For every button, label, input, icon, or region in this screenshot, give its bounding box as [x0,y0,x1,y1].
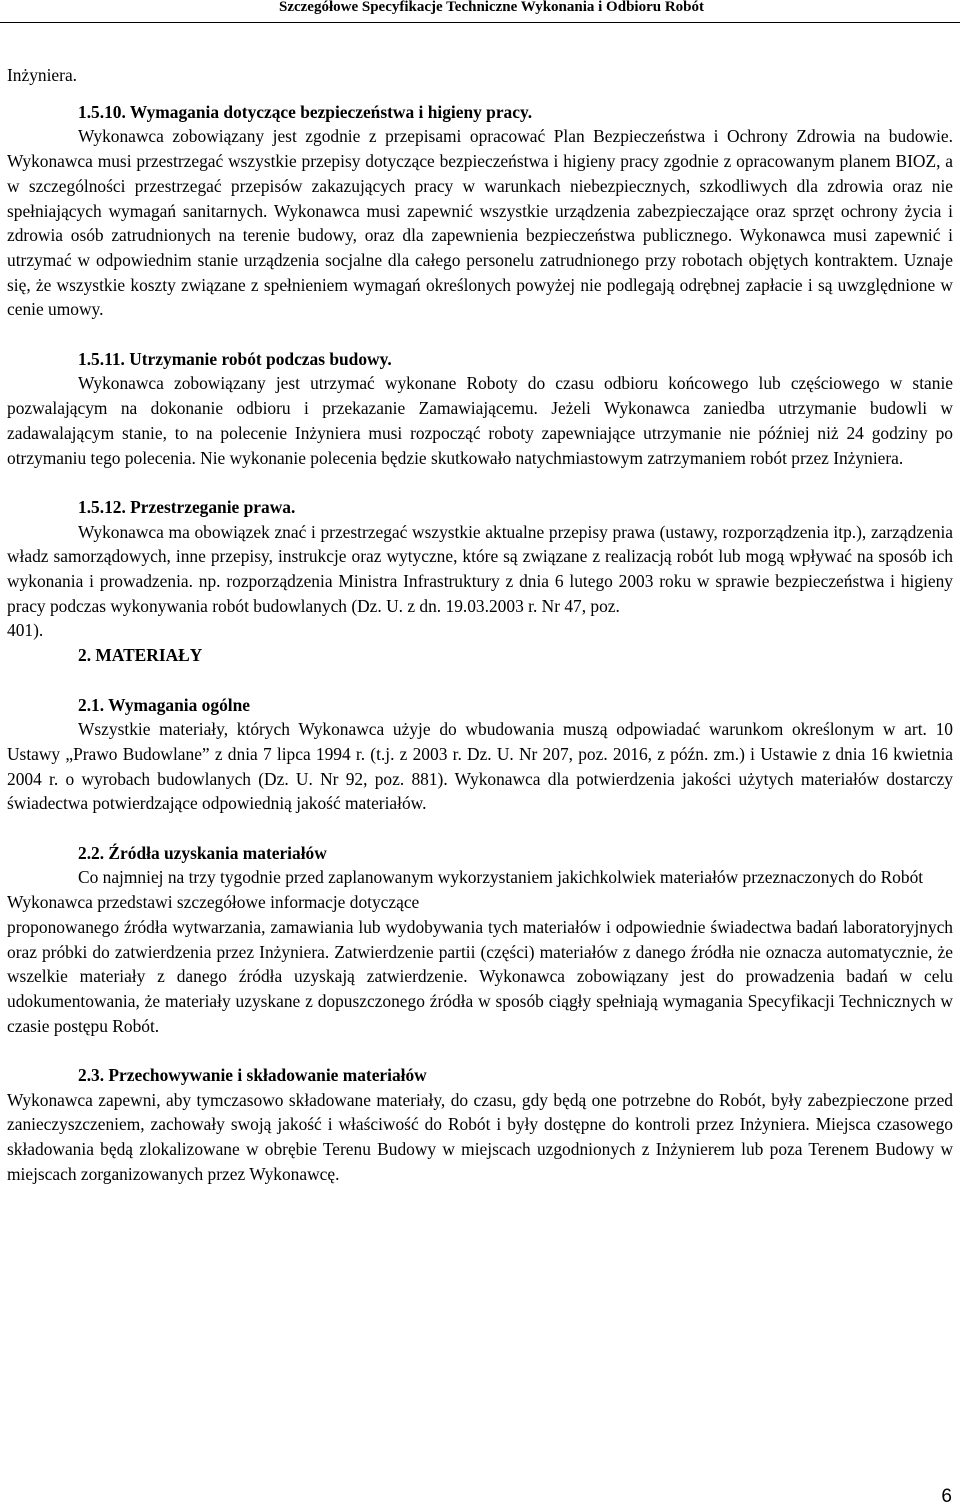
section-heading-1-5-11: 1.5.11. Utrzymanie robót podczas budowy. [78,348,392,369]
section-text-1-5-11: Wykonawca zobowiązany jest utrzymać wykonane Roboty do czasu odbioru końcowego lub częściowego w stanie pozwalającym na dokonanie odbioru i przekazanie Zamawiającemu. Jeżeli Wykonawca zaniedba utrzymanie budowli w zadawalającym stanie, to na polecenie Inżyniera musi rozpocząć roboty zapewniające utrzymanie nie później niż 24 godziny po otrzymaniu tego polecenia. Nie wykonanie polecenia będzie skutkowało natychmiastowym zatrzymaniem robót przez Inżyniera. [7,373,953,468]
section-text-1-5-10: Wykonawca zobowiązany jest zgodnie z przepisami opracować Plan Bezpieczeństwa i Ochrony Zdrowia na budowie. Wykonawca musi przestrzegać wszystkie przepisy dotyczące bezpieczeństwa i higieny pracy zgodnie z opracowanym planem BIOZ, a w szczególności przestrzegać przepisów zakazujących pracy w warunkach niebezpiecznych, szkodliwych dla zdrowia oraz nie spełniających wymagań sanitarnych. Wykonawca musi zapewnić wszystkie urządzenia zabezpieczające oraz sprzęt ochrony życia i zdrowia osób zatrudnionych na terenie budowy, oraz dla zapewnienia bezpieczeństwa publicznego. Wykonawca musi zapewnić i utrzymać w odpowiednim stanie urządzenia socjalne dla całego personelu zatrudnionego przy robotach objętych kontraktem. Uznaje się, że wszystkie koszty związane z spełnieniem wymagań określonych powyżej nie podlegają odrębnej zapłacie i są uwzględnione w cenie umowy. [7,126,953,320]
page-header [0,0,960,23]
section-text-2-1: Wszystkie materiały, których Wykonawca użyje do wbudowania muszą odpowiadać warunkom określonym w art. 10 Ustawy „Prawo Budowlane” z dnia 7 lipca 1994 r. (t.j. z 2003 r. Dz. U. Nr 207, poz. 2016, z późn. zm.) i Ustawie z dnia 16 kwietnia 2004 r. o wyrobach budowlanych (Dz. U. Nr 92, poz. 881). Wykonawca dla potwierdzenia jakości użytych materiałów dostarczy świadectwa potwierdzające odpowiednią jakość materiałów. [7,719,953,814]
section-heading-1-5-12: 1.5.12. Przestrzeganie prawa. [78,496,296,517]
document-body [7,63,953,1187]
section-heading-2-2: 2.2. Źródła uzyskania materiałów [78,842,327,863]
section-heading-2-1: 2.1. Wymagania ogólne [78,694,250,715]
section-text-2-2-cont: proponowanego źródła wytwarzania, zamawiania lub wydobywania tych materiałów i odpowiednie świadectwa badań laboratoryjnych oraz próbki do zatwierdzenia przez Inżyniera. Zatwierdzenie partii (części) materiałów z danego źródła nie oznacza automatycznie, że wszelkie materiały z danego źródła uzyskają zatwierdzenie. Wykonawca zobowiązany jest do prowadzenia badań w celu udokumentowania, że materiały uzyskane z dopuszczonego źródła w sposób ciągły spełniają wymagania Specyfikacji Technicznych w czasie postępu Robót. [7,916,953,1036]
section-heading-2-3: 2.3. Przechowywanie i składowanie materiałów [78,1065,427,1086]
section-text-1-5-12-end: 401). [7,620,44,641]
continuation-text: Inżyniera. [7,65,78,85]
page-number: 6 [941,1486,952,1507]
section-text-1-5-12: Wykonawca ma obowiązek znać i przestrzegać wszystkie aktualne przepisy prawa (ustawy, rozporządzenia itp.), zarządzenia władz samorządowych, inne przepisy, instrukcje oraz wytyczne, które są związane z realizacją robót lub mogą wpływać na sposób ich wykonania i prowadzenia. np. rozporządzenia Ministra Infrastruktury z dnia 6 lutego 2003 roku w sprawie bezpieczeństwa i higieny pracy podczas wykonywania robót budowlanych (Dz. U. z dn. 19.03.2003 r. Nr 47, poz. [7,521,953,616]
header-title: Szczegółowe Specyfikacje Techniczne Wykonania i Odbioru Robót [278,0,704,15]
section-heading-1-5-10: 1.5.10. Wymagania dotyczące bezpieczeństwa i higieny pracy. [78,101,533,122]
section-text-2-3: Wykonawca zapewni, aby tymczasowo składowane materiały, do czasu, gdy będą one potrzebne do Robót, były zabezpieczone przed zanieczyszczeniem, zachowały swoją jakość i właściwość do Robót i były dostępne do kontroli przez Inżyniera. Miejsca czasowego składowania będą zlokalizowane w obrębie Terenu Budowy w miejscach uzgodnionych z Inżynierem lub poza Terenem Budowy w miejscach zorganizowanych przez Wykonawcę. [7,1089,953,1184]
section-heading-2: 2. MATERIAŁY [78,645,203,666]
section-text-2-2: Co najmniej na trzy tygodnie przed zaplanowanym wykorzystaniem jakichkolwiek materiałów przeznaczonych do Robót Wykonawca przedstawi szczegółowe informacje dotyczące [7,867,924,913]
